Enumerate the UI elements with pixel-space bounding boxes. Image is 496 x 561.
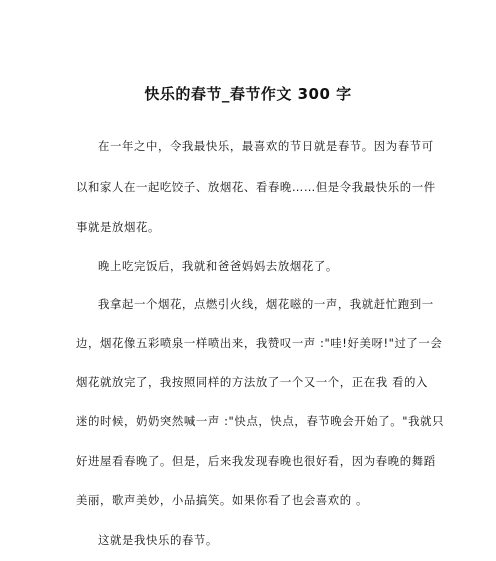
- paragraph-3-line-2: 边，烟花像五彩喷泉一样喷出来，我赞叹一声 :"哇!好美呀!"过了一会: [76, 336, 443, 350]
- paragraph-1-line-3: 事就是放烟花。: [76, 220, 160, 234]
- paragraph-3-line-5: 好进屋看春晚了。但是，后来我发现春晚也很好看，因为春晚的舞蹈: [76, 454, 436, 468]
- paragraph-3-line-4: 迷的时候，奶奶突然喊一声 :"快点，快点，春节晚会开始了。"我就只: [76, 414, 445, 428]
- paragraph-2-line-1: 晚上吃完饭后，我就和爸爸妈妈去放烟花了。: [98, 259, 338, 273]
- paragraph-4-line-1: 这就是我快乐的春节。: [98, 533, 218, 547]
- paragraph-1-line-1: 在一年之中，令我最快乐，最喜欢的节日就是春节。因为春节可: [98, 139, 434, 153]
- document-title: 快乐的春节_春节作文 300 字: [144, 85, 352, 103]
- paragraph-1-line-2: 以和家人在一起吃饺子、放烟花、看春晚……但是令我最快乐的一件: [76, 180, 436, 194]
- paragraph-3-line-1: 我拿起一个烟花，点燃引火线，烟花嗞的一声，我就赶忙跑到一: [98, 297, 434, 311]
- paragraph-3-line-3: 烟花就放完了，我按照同样的方法放了一个又一个，正在我 看的入: [76, 375, 428, 389]
- paragraph-3-line-6: 美丽，歌声美妙，小品搞笑。如果你看了也会喜欢的 。: [76, 493, 368, 507]
